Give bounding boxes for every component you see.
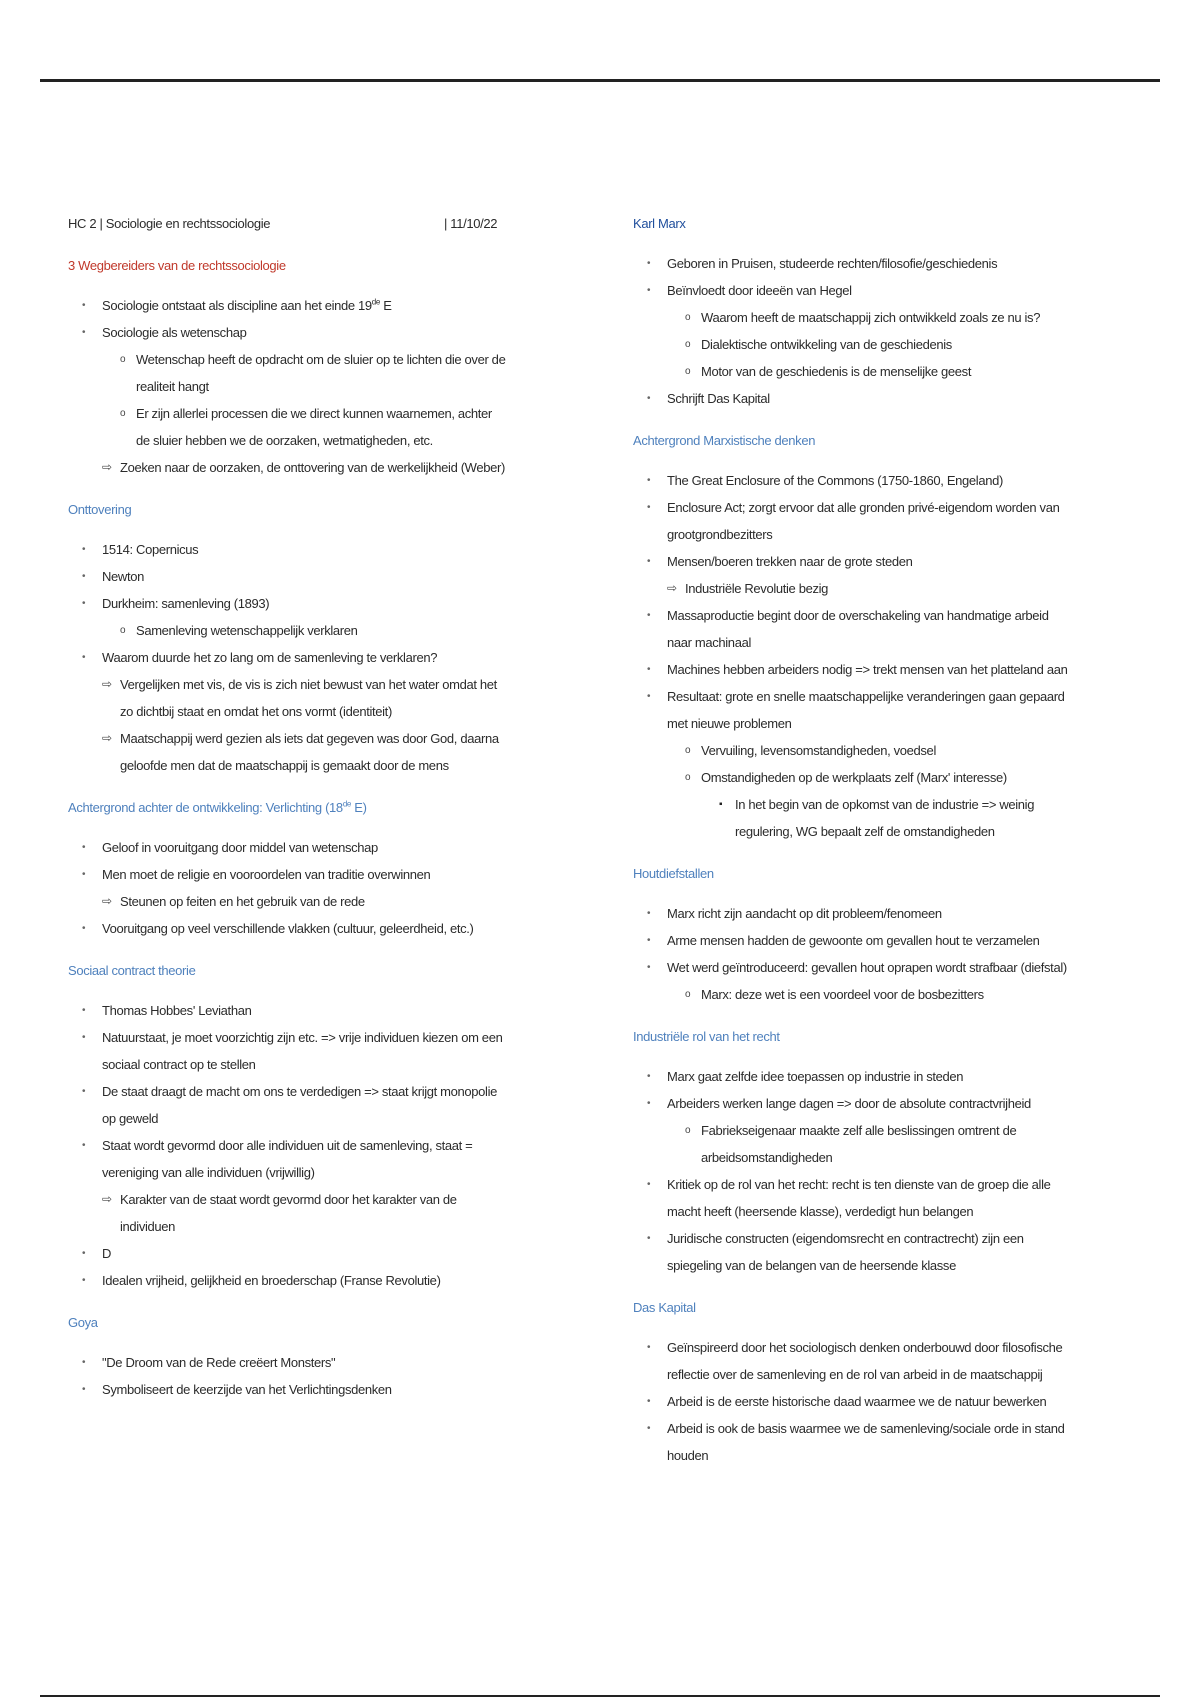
list-item: • Machines hebben arbeiders nodig => trekt mensen van het platteland aan xyxy=(633,656,1073,683)
list-verlichting xyxy=(68,834,508,942)
list-item: ▪ In het begin van de opkomst van de industrie => weinig regulering, WG bepaalt zelf de omstandigheden xyxy=(633,791,1073,845)
section-title-houtdiefstallen: Houtdiefstallen xyxy=(633,866,714,881)
list-item: o Er zijn allerlei processen die we direct kunnen waarnemen, achter de sluier hebben we de oorzaken, wetmatigheden, etc. xyxy=(68,400,508,454)
list-item: o Fabriekseigenaar maakte zelf alle beslissingen omtrent de arbeidsomstandigheden xyxy=(633,1117,1073,1171)
list-item: • Schrijft Das Kapital xyxy=(633,385,1073,412)
list-item: ⇨ Karakter van de staat wordt gevormd door het karakter van de individuen xyxy=(68,1186,508,1240)
list-item: • Vooruitgang op veel verschillende vlakken (cultuur, geleerdheid, etc.) xyxy=(68,915,508,942)
list-item: • Resultaat: grote en snelle maatschappelijke veranderingen gaan gepaard met nieuwe problemen xyxy=(633,683,1073,737)
list-item: ⇨ Zoeken naar de oorzaken, de onttovering van de werkelijkheid (Weber) xyxy=(68,454,508,481)
list-item: o Samenleving wetenschappelijk verklaren xyxy=(68,617,508,644)
list-item: • Massaproductie begint door de overschakeling van handmatige arbeid naar machinaal xyxy=(633,602,1073,656)
page-bottom-rule xyxy=(40,1695,1160,1697)
document-date: | 11/10/22 xyxy=(444,216,498,231)
list-item: • Men moet de religie en vooroordelen van traditie overwinnen xyxy=(68,861,508,888)
list-item: • Waarom duurde het zo lang om de samenleving te verklaren? xyxy=(68,644,508,671)
list-item: • De staat draagt de macht om ons te verdedigen => staat krijgt monopolie op geweld xyxy=(68,1078,508,1132)
list-item: • Juridische constructen (eigendomsrecht en contractrecht) zijn een spiegeling van de belangen van de heersende klasse xyxy=(633,1225,1073,1279)
list-item: • Arbeid is ook de basis waarmee we de samenleving/sociale orde in stand houden xyxy=(633,1415,1073,1469)
section-title-karl-marx: Karl Marx xyxy=(633,216,686,231)
list-item: ⇨ Industriële Revolutie bezig xyxy=(633,575,1073,602)
list-item: • Symboliseert de keerzijde van het Verlichtingsdenken xyxy=(68,1376,508,1403)
section-title-sociaal-contract: Sociaal contract theorie xyxy=(68,963,196,978)
list-item: • Sociologie als wetenschap xyxy=(68,319,508,346)
list-goya xyxy=(68,1349,508,1403)
list-onttovering xyxy=(68,536,508,779)
list-wegbereiders xyxy=(68,292,508,481)
list-item: • The Great Enclosure of the Commons (1750-1860, Engeland) xyxy=(633,467,1073,494)
list-item: • Kritiek op de rol van het recht: recht is ten dienste van de groep die alle macht heeft (heersende klasse), verdedigt hun belangen xyxy=(633,1171,1073,1225)
list-karl-marx xyxy=(633,250,1073,412)
list-item: • Mensen/boeren trekken naar de grote steden xyxy=(633,548,1073,575)
list-item: • Wet werd geïntroduceerd: gevallen hout oprapen wordt strafbaar (diefstal) xyxy=(633,954,1073,981)
list-item: • Geboren in Pruisen, studeerde rechten/filosofie/geschiedenis xyxy=(633,250,1073,277)
list-item: o Waarom heeft de maatschappij zich ontwikkeld zoals ze nu is? xyxy=(633,304,1073,331)
list-item: • "De Droom van de Rede creëert Monsters" xyxy=(68,1349,508,1376)
list-item: o Omstandigheden op de werkplaats zelf (Marx' interesse) xyxy=(633,764,1073,791)
list-item: • Beïnvloedt door ideeën van Hegel xyxy=(633,277,1073,304)
list-item: o Vervuiling, levensomstandigheden, voedsel xyxy=(633,737,1073,764)
list-item: ⇨ Maatschappij werd gezien als iets dat gegeven was door God, daarna geloofde men dat de maatschappij is gemaakt door de mens xyxy=(68,725,508,779)
list-item: • Thomas Hobbes' Leviathan xyxy=(68,997,508,1024)
section-title-marxistisch-denken: Achtergrond Marxistische denken xyxy=(633,433,816,448)
page-top-rule xyxy=(40,79,1160,82)
document-header xyxy=(68,210,508,237)
list-item: • Enclosure Act; zorgt ervoor dat alle gronden privé-eigendom worden van grootgrondbezitters xyxy=(633,494,1073,548)
section-title-onttovering: Onttovering xyxy=(68,502,132,517)
list-item: • Durkheim: samenleving (1893) xyxy=(68,590,508,617)
section-title-industriele-rol: Industriële rol van het recht xyxy=(633,1029,780,1044)
list-item: • Sociologie ontstaat als discipline aan het einde 19de E xyxy=(68,292,508,319)
list-item: • Arbeid is de eerste historische daad waarmee we de natuur bewerken xyxy=(633,1388,1073,1415)
list-item: • Marx gaat zelfde idee toepassen op industrie in steden xyxy=(633,1063,1073,1090)
list-item: • 1514: Copernicus xyxy=(68,536,508,563)
list-item: • Newton xyxy=(68,563,508,590)
list-houtdiefstallen xyxy=(633,900,1073,1008)
list-item: • Arme mensen hadden de gewoonte om gevallen hout te verzamelen xyxy=(633,927,1073,954)
list-item: • Natuurstaat, je moet voorzichtig zijn etc. => vrije individuen kiezen om een sociaal contract op te stellen xyxy=(68,1024,508,1078)
list-item: ⇨ Vergelijken met vis, de vis is zich niet bewust van het water omdat het zo dichtbij staat en omdat het ons vormt (identiteit) xyxy=(68,671,508,725)
section-title-das-kapital: Das Kapital xyxy=(633,1300,696,1315)
list-item: • Idealen vrijheid, gelijkheid en broederschap (Franse Revolutie) xyxy=(68,1267,508,1294)
list-item: • Arbeiders werken lange dagen => door de absolute contractvrijheid xyxy=(633,1090,1073,1117)
list-item: o Marx: deze wet is een voordeel voor de bosbezitters xyxy=(633,981,1073,1008)
list-item: • D xyxy=(68,1240,508,1267)
list-das-kapital xyxy=(633,1334,1073,1469)
list-item: o Dialektische ontwikkeling van de geschiedenis xyxy=(633,331,1073,358)
document-title: HC 2 | Sociologie en rechtssociologie xyxy=(68,216,271,231)
right-column xyxy=(633,210,1073,1484)
section-title-verlichting: Achtergrond achter de ontwikkeling: Verlichting (18de E) xyxy=(68,799,367,815)
left-column xyxy=(68,210,508,1418)
list-item: • Geloof in vooruitgang door middel van wetenschap xyxy=(68,834,508,861)
list-item: • Geïnspireerd door het sociologisch denken onderbouwd door filosofische reflectie over de samenleving en de rol van arbeid in de maatschappij xyxy=(633,1334,1073,1388)
list-sociaal-contract xyxy=(68,997,508,1294)
section-title-goya: Goya xyxy=(68,1315,98,1330)
list-item: ⇨ Steunen op feiten en het gebruik van de rede xyxy=(68,888,508,915)
list-item: o Motor van de geschiedenis is de menselijke geest xyxy=(633,358,1073,385)
list-item: • Staat wordt gevormd door alle individuen uit de samenleving, staat = vereniging van alle individuen (vrijwillig) xyxy=(68,1132,508,1186)
list-item: • Marx richt zijn aandacht op dit probleem/fenomeen xyxy=(633,900,1073,927)
list-marxistisch-denken xyxy=(633,467,1073,845)
section-title-wegbereiders: 3 Wegbereiders van de rechtssociologie xyxy=(68,258,286,273)
list-industriele-rol xyxy=(633,1063,1073,1279)
list-item: o Wetenschap heeft de opdracht om de sluier op te lichten die over de realiteit hangt xyxy=(68,346,508,400)
